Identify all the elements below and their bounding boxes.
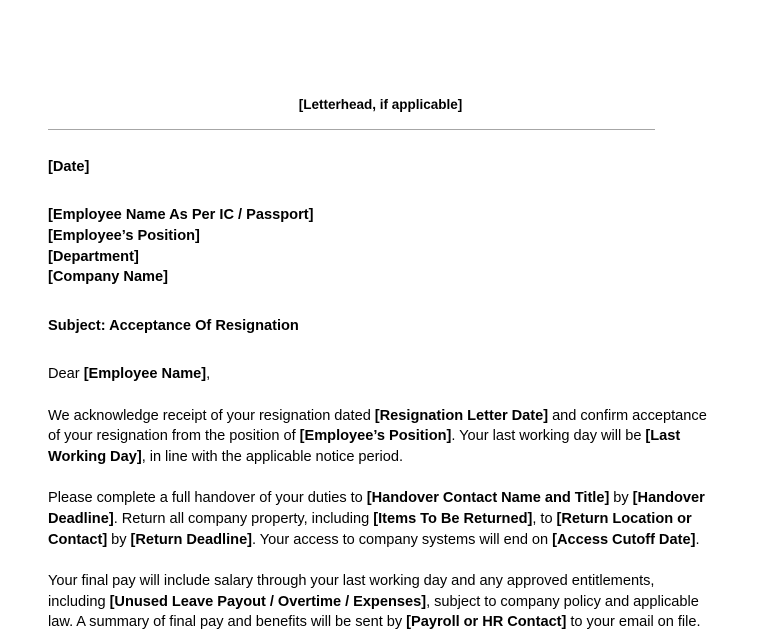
recipient-address-block [48, 205, 713, 288]
salutation-greeting: Dear [48, 366, 84, 382]
body-text: . Your access to company systems will end on [252, 531, 553, 548]
salutation-punctuation: , [206, 366, 211, 382]
body-text: , subject to company policy and applicable law. A summary of final pay and benefits will be sent by [48, 593, 699, 631]
placeholder-field: [Payroll or HR Contact] [406, 614, 567, 631]
placeholder-field: [Resignation Letter Date] [374, 407, 549, 424]
body-text: . [695, 531, 700, 548]
body-text: to your email on file. [566, 614, 701, 631]
date-block [48, 157, 713, 178]
body-text: Your final pay will include salary through your last working day and any approved entitlements, including [48, 573, 655, 610]
date-placeholder: [Date] [48, 159, 90, 176]
salutation-line [48, 364, 713, 385]
placeholder-field: [Handover Deadline] [48, 490, 705, 527]
body-text: by [609, 490, 633, 507]
recipient-company: [Company Name] [48, 269, 169, 286]
salutation-employee-name: [Employee Name] [83, 366, 207, 382]
subject-line: Subject: Acceptance Of Resignation [48, 318, 299, 335]
paragraph-acknowledgement [48, 406, 713, 468]
recipient-name: [Employee Name As Per IC / Passport] [48, 207, 314, 224]
placeholder-field: [Employee’s Position] [299, 428, 452, 445]
body-text: We acknowledge receipt of your resignation dated [48, 407, 375, 424]
paragraph-handover [48, 488, 713, 550]
placeholder-field: [Handover Contact Name and Title] [366, 490, 610, 507]
body-text: , to [532, 510, 557, 527]
body-text: , in line with the applicable notice period. [141, 448, 404, 465]
body-text: and confirm acceptance of your resignation from the position of [48, 407, 707, 445]
letterhead-title: [Letterhead, if applicable] [298, 97, 463, 112]
body-text: Please complete a full handover of your duties to [48, 490, 367, 507]
placeholder-field: [Return Location or Contact] [48, 510, 692, 548]
recipient-department: [Department] [48, 248, 139, 265]
placeholder-field: [Access Cutoff Date] [552, 531, 696, 548]
paragraph-final-pay [48, 571, 713, 633]
placeholder-field: [Unused Leave Payout / Overtime / Expenses] [109, 593, 427, 610]
placeholder-field: [Return Deadline] [130, 531, 253, 548]
body-text: . Your last working day will be [451, 428, 646, 445]
recipient-position: [Employee’s Position] [48, 227, 200, 244]
header-divider [48, 129, 655, 130]
body-text: . Return all company property, including [113, 510, 374, 527]
placeholder-field: [Items To Be Returned] [373, 510, 533, 527]
placeholder-field: [Last Working Day] [48, 428, 681, 465]
body-text: by [107, 531, 131, 548]
